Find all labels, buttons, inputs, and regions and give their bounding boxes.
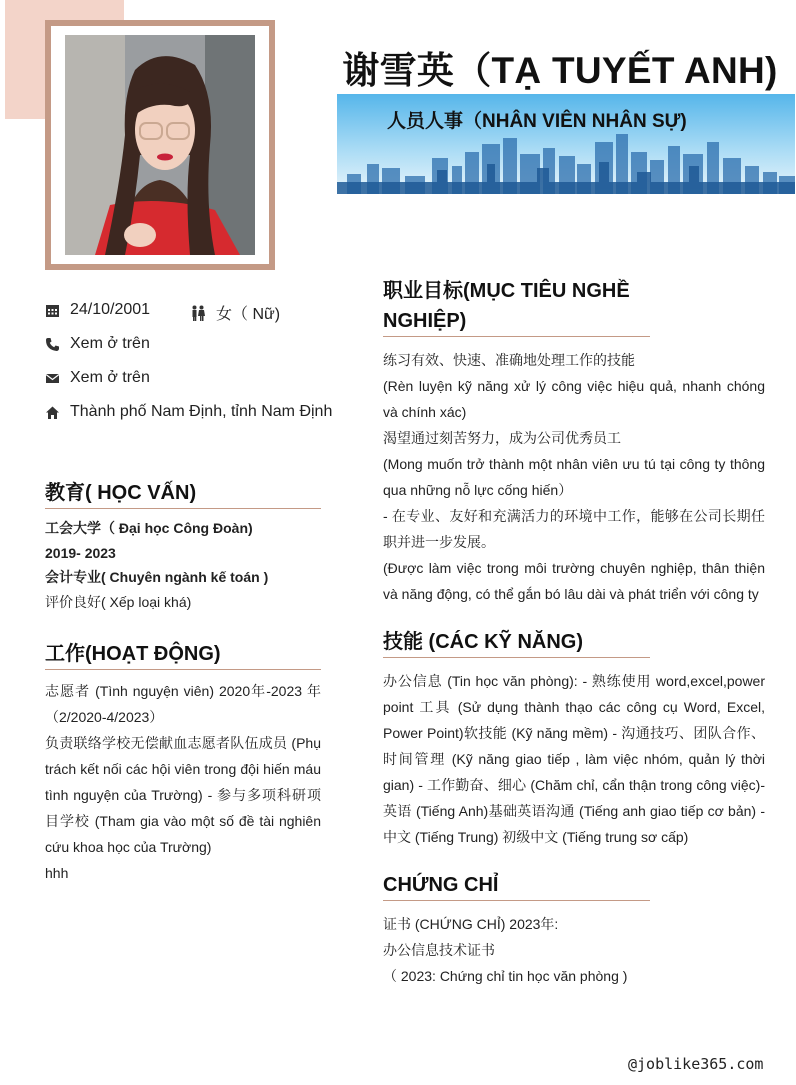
address-info <box>45 403 332 421</box>
calendar-icon <box>45 303 60 318</box>
activities-heading: 工作(HOẠT ĐỘNG) <box>45 643 221 665</box>
objective-divider <box>383 336 650 337</box>
profile-photo <box>65 35 255 255</box>
gender-value: 女（ Nữ) <box>216 306 281 323</box>
activities-line: hhh <box>45 865 69 881</box>
email-value: Xem ở trên <box>70 369 150 386</box>
candidate-name: 谢雪英（TẠ TUYẾT ANH) <box>342 50 778 91</box>
skills-heading: 技能 (CÁC KỸ NĂNG) <box>383 631 583 653</box>
skills-divider <box>383 657 650 658</box>
gender-info <box>190 301 280 324</box>
objective-line: - 在专业、友好和充满活力的环境中工作，能够在公司长期任职并进一步发展。 <box>383 508 765 550</box>
certificates-content <box>383 911 765 989</box>
address-value: Thành phố Nam Định, tỉnh Nam Định <box>70 403 333 420</box>
objective-line: (Được làm việc trong môi trường chuyên nghiệp, thân thiện và năng động, có thể gắn bó lâu dài và phát triển với công ty <box>383 560 765 602</box>
phone-icon <box>45 337 60 352</box>
objective-line: 练习有效、快速、准确地处理工作的技能 <box>383 352 635 368</box>
education-grade: 评价良好( Xếp loại khá) <box>45 593 192 610</box>
skills-content <box>383 668 765 850</box>
birthday-value: 24/10/2001 <box>70 301 151 318</box>
education-content <box>45 516 321 614</box>
envelope-icon <box>45 371 60 386</box>
education-divider <box>45 508 321 509</box>
certificate-line: （ 2023: Chứng chỉ tin học văn phòng ) <box>383 968 628 984</box>
position-banner <box>337 94 795 194</box>
footer-watermark: @joblike365.com <box>628 1055 764 1073</box>
objective-content <box>383 347 765 607</box>
education-major: 会计专业( Chuyên ngành kế toán ) <box>45 569 269 585</box>
objective-line: 渴望通过刻苦努力，成为公司优秀员工 <box>383 430 621 446</box>
home-icon <box>45 405 60 420</box>
phone-value: Xem ở trên <box>70 335 150 352</box>
photo-frame <box>45 20 275 270</box>
email-info <box>45 369 150 387</box>
activities-line: 志愿者 (Tình nguyện viên) 2020年-2023 年（2/2020-4/2023） <box>45 683 321 725</box>
certificates-heading: CHỨNG CHỈ <box>383 874 499 896</box>
activities-divider <box>45 669 321 670</box>
education-school: 工会大学（ Đại học Công Đoàn) <box>45 520 253 536</box>
certificates-divider <box>383 900 650 901</box>
objective-line: (Rèn luyện kỹ năng xử lý công việc hiệu quả, nhanh chóng và chính xác) <box>383 378 765 420</box>
objective-heading: 职业目标(MỤC TIÊU NGHỀ NGHIỆP) <box>383 280 630 332</box>
position-title: 人员人事（NHÂN VIÊN NHÂN SỰ) <box>387 111 687 132</box>
skills-text: 办公信息 (Tin học văn phòng): - 熟练使用 word,excel,power point 工具 (Sử dụng thành thạo các công cụ Word, Excel, Power Point)软技能 (Kỹ năng mềm) - 沟通技巧、团队合作、时间管理 (Kỹ năng giao tiếp , làm việc nhóm, quản lý thời gian) - 工作勤奋、细心 (Chăm chỉ, cẩn thận trong công việc)- 英语 (Tiếng Anh)基础英语沟通 (Tiếng anh giao tiếp cơ bản) - 中文 (Tiếng Trung) 初级中文 (Tiếng trung sơ cấp) <box>383 673 765 845</box>
objective-line: (Mong muốn trở thành một nhân viên ưu tú tại công ty thông qua những nỗ lực cống hiến） <box>383 456 765 498</box>
certificate-line: 办公信息技术证书 <box>383 942 495 958</box>
activities-content <box>45 678 321 886</box>
education-years: 2019- 2023 <box>45 544 116 561</box>
birthday-info <box>45 301 150 319</box>
gender-icon <box>190 305 206 321</box>
activities-line: 负责联络学校无偿献血志愿者队伍成员 (Phụ trách kết nối các hội viên trong đội hiến máu tình nguyện của Trường) - 参与多项科研项目学校 (Tham gia vào một số đề tài nghiên cứu khoa học của Trường) <box>45 735 321 855</box>
education-heading: 教育( HỌC VẤN) <box>45 482 197 504</box>
phone-info <box>45 335 150 353</box>
certificate-line: 证书 (CHỨNG CHỈ) 2023年: <box>383 916 559 932</box>
